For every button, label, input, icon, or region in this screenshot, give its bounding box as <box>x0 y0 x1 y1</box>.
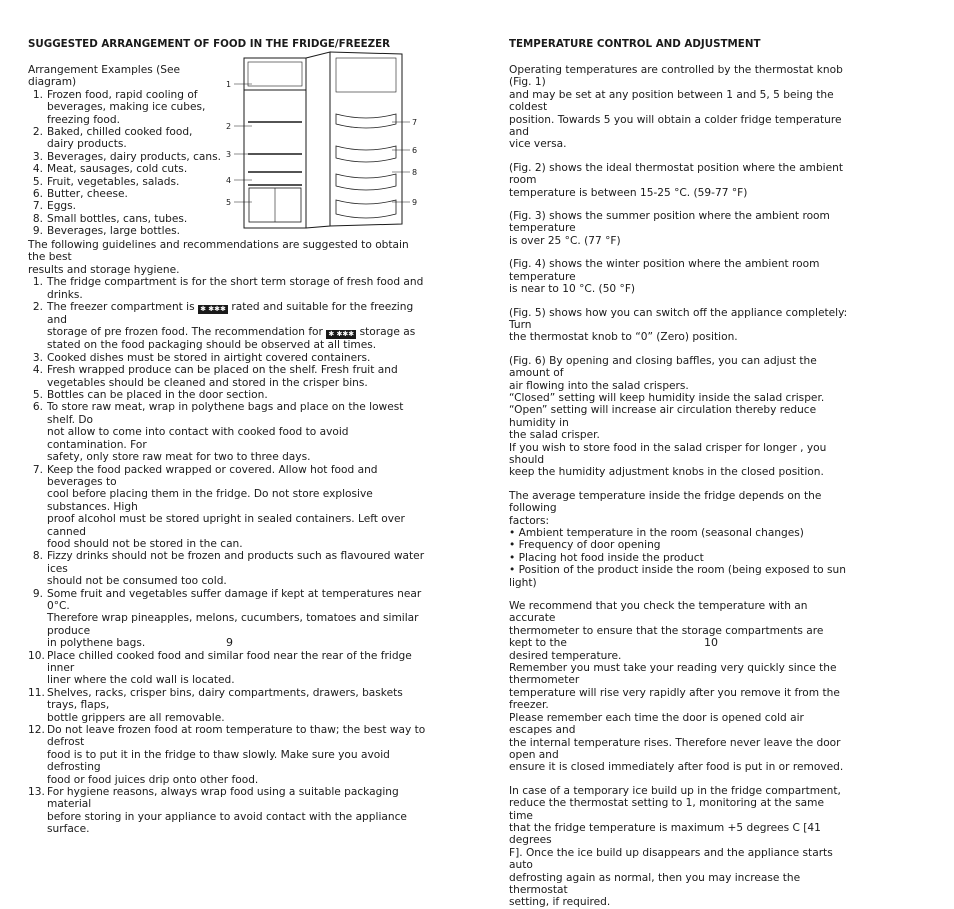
paragraph-line: vice versa. <box>509 138 567 151</box>
guideline-number: 11. <box>28 686 45 699</box>
paragraph <box>509 785 849 909</box>
list-item <box>28 650 426 687</box>
arrangement-line: Beverages, large bottles. <box>47 225 180 238</box>
paragraph-line: is near to 10 °C. (50 °F) <box>509 283 636 296</box>
guideline-number: 4. <box>32 364 43 377</box>
guideline-line: vegetables should be cleaned and stored in the crisper bins. <box>47 376 368 389</box>
paragraph-line: • Placing hot food inside the product <box>509 551 704 564</box>
arrangement-number: 7. <box>32 200 43 213</box>
fridge-door <box>330 52 402 226</box>
paragraph-line: the salad crisper. <box>509 429 600 442</box>
guideline-line: Shelves, racks, crisper bins, dairy compartments, drawers, baskets trays, flaps, <box>47 686 403 712</box>
guideline-number: 8. <box>32 550 43 563</box>
page-number-left: 9 <box>226 636 233 649</box>
paragraph-line: thermometer to ensure that the storage compartments are kept to the <box>509 624 824 650</box>
paragraph-line: defrosting again as normal, then you may increase the thermostat <box>509 871 801 896</box>
arrangement-number: 9. <box>32 225 43 238</box>
paragraph-line: the thermostat knob to “0” (Zero) position. <box>509 331 738 344</box>
guideline-number: 9. <box>32 587 43 600</box>
guideline-number: 3. <box>32 351 43 364</box>
paragraph-line: (Fig. 4) shows the winter position where the ambient room temperature <box>509 258 820 283</box>
arrangement-number: 4. <box>32 163 43 176</box>
guideline-line: Place chilled cooked food and similar food near the rear of the fridge inner <box>47 649 412 674</box>
arrangement-line: dairy products. <box>47 138 127 151</box>
list-item <box>28 163 228 175</box>
guideline-line: not allow to come into contact with cooked food to avoid contamination. For <box>47 426 349 451</box>
paragraph-line: (Fig. 3) shows the summer position where the ambient room temperature <box>509 210 830 235</box>
list-item <box>28 200 228 212</box>
list-item <box>28 724 426 786</box>
arrangement-line: Meat, sausages, cold cuts. <box>47 163 188 176</box>
paragraph <box>509 600 849 774</box>
paragraph-line: If you wish to store food in the salad crisper for longer , you should <box>509 441 827 466</box>
guideline-line: Keep the food packed wrapped or covered. Allow hot food and beverages to <box>47 463 378 488</box>
arrangement-list <box>28 89 228 238</box>
arrangement-line: Butter, cheese. <box>47 188 128 201</box>
list-item <box>28 126 228 151</box>
guideline-number: 2. <box>32 301 43 314</box>
arrangement-number: 5. <box>32 175 43 188</box>
guidelines-list <box>28 276 426 835</box>
freezer-door-inner <box>336 58 396 92</box>
diagram-label-6: 6 <box>412 146 418 155</box>
paragraph-line: that the fridge temperature is maximum +5 degrees C [41 degrees <box>509 821 821 847</box>
arrangement-number: 8. <box>32 212 43 225</box>
guideline-line: The fridge compartment is for the short term storage of fresh food and drinks. <box>47 276 424 301</box>
left-page <box>28 0 426 836</box>
paragraph <box>509 210 849 247</box>
paragraph-line: (Fig. 2) shows the ideal thermostat position where the ambient room <box>509 161 843 187</box>
arrangement-number: 1. <box>32 88 43 101</box>
arrangement-line: Beverages, dairy products, cans. <box>47 150 221 163</box>
guideline-line: Some fruit and vegetables suffer damage if kept at temperatures near 0°C. <box>47 587 422 612</box>
list-item <box>28 89 228 126</box>
diagram-label-3: 3 <box>226 150 232 159</box>
diagram-label-4: 4 <box>226 176 232 185</box>
paragraph <box>509 307 849 344</box>
paragraph-line: the internal temperature rises. Therefore never leave the door open and <box>509 736 841 761</box>
door-balcony-2 <box>336 146 396 162</box>
guideline-line: Cooked dishes must be stored in airtight covered containers. <box>47 351 371 364</box>
diagram-label-8: 8 <box>412 168 418 177</box>
paragraph-line: In case of a temporary ice build up in the fridge compartment, <box>509 784 841 797</box>
arrangement-line: Eggs. <box>47 200 77 213</box>
list-item <box>28 389 426 401</box>
freezer-star-badge: ✱ ✱✱✱ <box>198 305 228 314</box>
guideline-line: To store raw meat, wrap in polythene bags and place on the lowest shelf. Do <box>47 401 404 426</box>
guideline-line: in polythene bags. <box>47 637 146 650</box>
paragraph-line: position. Towards 5 you will obtain a colder fridge temperature and <box>509 113 842 139</box>
paragraph-line: temperature will rise very rapidly after you remove it from the freezer. <box>509 686 840 712</box>
paragraph-line: • Frequency of door opening <box>509 539 661 552</box>
guideline-line: food or food juices drip onto other food. <box>47 773 259 786</box>
guideline-line: should not be consumed too cold. <box>47 575 227 588</box>
guideline-line: food is to put it in the fridge to thaw slowly. Make sure you avoid defrosting <box>47 748 390 774</box>
list-item <box>28 176 228 188</box>
paragraph-line: keep the humidity adjustment knobs in the closed position. <box>509 466 824 479</box>
paragraph <box>509 258 849 295</box>
guideline-number: 5. <box>32 389 43 402</box>
paragraph-line: “Open” setting will increase air circulation thereby reduce humidity in <box>509 404 817 429</box>
arrangement-title: Arrangement Examples (See diagram) <box>28 64 181 89</box>
guideline-line: Do not leave frozen food at room temperature to thaw; the best way to defrost <box>47 724 426 749</box>
guideline-line: bottle grippers are all removable. <box>47 711 225 724</box>
list-item <box>28 188 228 200</box>
paragraph-line: F]. Once the ice build up disappears and the appliance starts auto <box>509 846 833 872</box>
diagram-label-2: 2 <box>226 122 232 131</box>
fridge-door-edge <box>306 52 330 228</box>
guideline-line: Fizzy drinks should not be frozen and products such as flavoured water ices <box>47 550 425 575</box>
guideline-line: The freezer compartment is ✱ ✱✱✱ rated and suitable for the freezing and <box>47 301 414 327</box>
paragraph-line: is over 25 °C. (77 °F) <box>509 234 621 247</box>
paragraph-line: ensure it is closed immediately after food is put in or removed. <box>509 761 844 774</box>
paragraph-line: • Ambient temperature in the room (seasonal changes) <box>509 527 804 539</box>
guideline-number: 1. <box>32 276 43 289</box>
guideline-line: safety, only store raw meat for two to three days. <box>47 451 311 464</box>
guideline-line: cool before placing them in the fridge. Do not store explosive substances. High <box>47 488 373 513</box>
right-heading: TEMPERATURE CONTROL AND ADJUSTMENT <box>509 38 761 50</box>
intro-line: results and storage hygiene. <box>28 263 180 276</box>
paragraph-line: The average temperature inside the fridge depends on the following <box>509 489 822 515</box>
fridge-diagram <box>222 50 422 232</box>
guideline-line: Fresh wrapped produce can be placed on the shelf. Fresh fruit and <box>47 364 398 377</box>
paragraph-line: “Closed” setting will keep humidity inside the salad crisper. <box>509 391 825 404</box>
guideline-number: 7. <box>32 463 43 476</box>
paragraph-line: (Fig. 5) shows how you can switch off the appliance completely: Turn <box>509 306 848 331</box>
paragraph-line: Please remember each time the door is opened cold air escapes and <box>509 711 804 737</box>
list-item <box>28 151 228 163</box>
arrangement-line: Fruit, vegetables, salads. <box>47 175 180 188</box>
paragraph-line: factors: <box>509 514 550 527</box>
paragraph-line: Remember you must take your reading very quickly since the thermometer <box>509 662 837 687</box>
arrangement-line: Small bottles, cans, tubes. <box>47 212 188 225</box>
right-body <box>509 64 849 909</box>
arrangement-line: Baked, chilled cooked food, <box>47 126 193 139</box>
guideline-number: 6. <box>32 401 43 414</box>
paragraph-line: reduce the thermostat setting to 1, monitoring at the same time <box>509 797 824 822</box>
guidelines-intro <box>28 239 426 276</box>
left-heading: SUGGESTED ARRANGEMENT OF FOOD IN THE FRIDGE/FREEZER <box>28 38 391 50</box>
arrangement-line: beverages, making ice cubes, <box>47 101 206 114</box>
diagram-label-7: 7 <box>412 118 418 127</box>
arrangement-number: 3. <box>32 150 43 163</box>
paragraph <box>509 355 849 479</box>
guideline-number: 10. <box>28 649 45 662</box>
paragraph-line: (Fig. 6) By opening and closing baffles, you can adjust the amount of <box>509 354 817 380</box>
paragraph <box>509 162 849 199</box>
paragraph-line: Operating temperatures are controlled by the thermostat knob (Fig. 1) <box>509 64 843 89</box>
paragraph-line: setting, if required. <box>509 896 611 909</box>
guideline-line: For hygiene reasons, always wrap food using a suitable packaging material <box>47 786 399 811</box>
guideline-line: storage of pre frozen food. The recommendation for ✱ ✱✱✱ storage as <box>47 326 416 339</box>
guideline-line: liner where the cold wall is located. <box>47 674 235 687</box>
diagram-label-5: 5 <box>226 198 232 207</box>
guideline-line: food should not be stored in the can. <box>47 537 243 550</box>
guideline-number: 13. <box>28 786 45 799</box>
guideline-line: Bottles can be placed in the door section. <box>47 389 268 402</box>
arrangement-line: Frozen food, rapid cooling of <box>47 88 198 101</box>
guidelines-section <box>28 239 426 836</box>
diagram-label-1: 1 <box>226 80 232 89</box>
paragraph-line: air flowing into the salad crispers. <box>509 379 689 392</box>
paragraph-line: and may be set at any position between 1 and 5, 5 being the coldest <box>509 88 834 114</box>
guideline-line: before storing in your appliance to avoid contact with the appliance surface. <box>47 810 407 836</box>
arrangement-number: 6. <box>32 188 43 201</box>
guideline-line: proof alcohol must be stored upright in sealed containers. Left over canned <box>47 513 405 538</box>
right-page <box>509 0 849 909</box>
list-item <box>28 401 426 463</box>
diagram-label-9: 9 <box>412 198 418 207</box>
paragraph <box>509 64 849 151</box>
paragraph-line: We recommend that you check the temperature with an accurate <box>509 600 808 625</box>
paragraph <box>509 490 849 589</box>
list-item <box>28 464 426 551</box>
page-number-right: 10 <box>704 636 718 649</box>
guideline-line: stated on the food packaging should be observed at all times. <box>47 339 377 352</box>
paragraph-line: • Position of the product inside the room (being exposed to sun light) <box>509 564 846 589</box>
door-balcony-4 <box>336 200 396 218</box>
list-item <box>28 301 426 352</box>
intro-line: The following guidelines and recommendations are suggested to obtain the best <box>28 239 409 264</box>
arrangement-section <box>28 64 228 238</box>
list-item <box>28 364 426 389</box>
guideline-line: Therefore wrap pineapples, melons, cucumbers, tomatoes and similar produce <box>47 612 419 637</box>
paragraph-line: desired temperature. <box>509 649 622 662</box>
list-item <box>28 352 426 364</box>
door-balcony-1 <box>336 114 396 128</box>
freezer-star-badge: ✱ ✱✱✱ <box>326 330 356 339</box>
list-item <box>28 786 426 836</box>
paragraph-line: temperature is between 15-25 °C. (59-77 °F) <box>509 186 748 199</box>
guideline-number: 12. <box>28 724 45 737</box>
door-balcony-3 <box>336 174 396 190</box>
list-item <box>28 225 228 237</box>
list-item <box>28 550 426 587</box>
arrangement-number: 2. <box>32 126 43 139</box>
arrangement-line: freezing food. <box>47 113 120 126</box>
list-item <box>28 687 426 724</box>
list-item <box>28 213 228 225</box>
list-item <box>28 276 426 301</box>
